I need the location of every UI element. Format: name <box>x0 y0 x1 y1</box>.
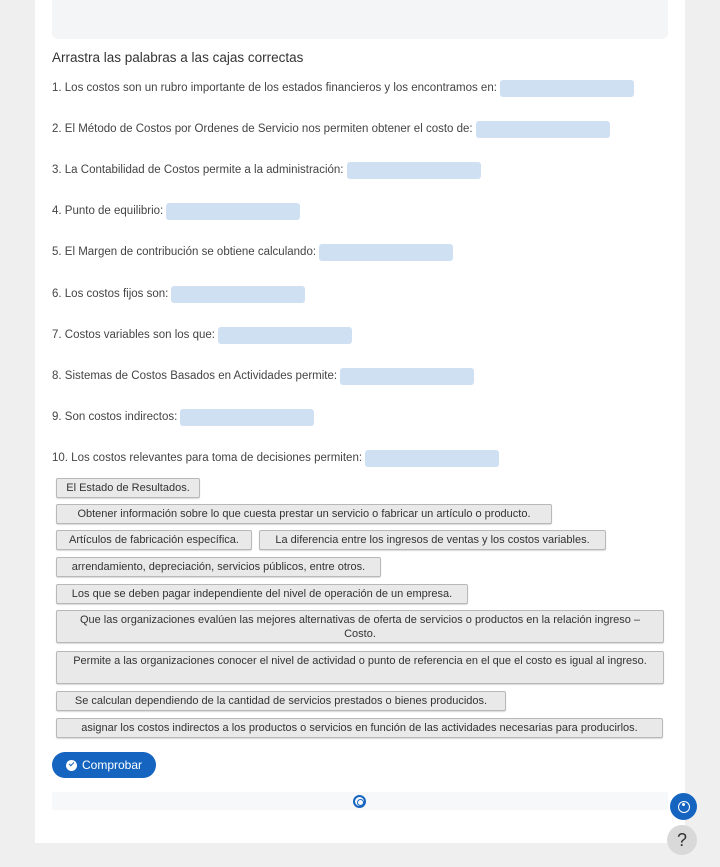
draggable-option[interactable]: Obtener información sobre lo que cuesta prestar un servicio o fabricar un artículo o producto. <box>56 504 552 524</box>
drop-zone-5[interactable] <box>319 244 453 261</box>
draggable-option[interactable]: arrendamiento, depreciación, servicios públicos, entre otros. <box>56 557 381 577</box>
drop-zone-7[interactable] <box>218 327 352 344</box>
question-9: 9. Son costos indirectos: <box>52 408 314 426</box>
question-4: 4. Punto de equilibrio: <box>52 202 300 220</box>
draggable-option[interactable]: asignar los costos indirectos a los productos o servicios en función de las actividades necesarias para producirlos. <box>56 718 663 738</box>
draggable-option[interactable]: Que las organizaciones evalúen las mejores alternativas de oferta de servicios o productos en la relación ingreso – Costo. <box>56 610 664 643</box>
top-panel <box>52 0 668 39</box>
question-8: 8. Sistemas de Costos Basados en Actividades permite: <box>52 367 474 385</box>
draggable-option[interactable]: Permite a las organizaciones conocer el nivel de actividad o punto de referencia en el que el costo es igual al ingreso. <box>56 651 664 684</box>
drop-zone-3[interactable] <box>347 162 481 179</box>
draggable-option[interactable]: El Estado de Resultados. <box>56 478 200 498</box>
draggable-option[interactable]: Los que se deben pagar independiente del nivel de operación de un empresa. <box>56 584 468 604</box>
loading-spinner-icon <box>353 795 366 808</box>
draggable-option[interactable]: Se calculan dependiendo de la cantidad de servicios prestados o bienes producidos. <box>56 691 506 711</box>
question-6: 6. Los costos fijos son: <box>52 285 305 303</box>
question-1: 1. Los costos son un rubro importante de los estados financieros y los encontramos en: <box>52 79 634 97</box>
drop-zone-6[interactable] <box>171 286 305 303</box>
question-2: 2. El Método de Costos por Ordenes de Servicio nos permiten obtener el costo de: <box>52 120 610 138</box>
draggable-option[interactable]: Artículos de fabricación específica. <box>56 530 252 550</box>
question-10: 10. Los costos relevantes para toma de decisiones permiten: <box>52 449 499 467</box>
accessibility-button[interactable] <box>670 793 697 820</box>
help-button[interactable]: ? <box>667 825 697 855</box>
check-button[interactable]: Comprobar <box>52 752 156 778</box>
drop-zone-4[interactable] <box>166 203 300 220</box>
check-circle-icon <box>66 760 77 771</box>
question-7: 7. Costos variables son los que: <box>52 326 352 344</box>
drop-zone-2[interactable] <box>476 121 610 138</box>
draggable-option[interactable]: La diferencia entre los ingresos de ventas y los costos variables. <box>259 530 606 550</box>
question-5: 5. El Margen de contribución se obtiene calculando: <box>52 243 453 261</box>
drop-zone-9[interactable] <box>180 409 314 426</box>
drop-zone-8[interactable] <box>340 368 474 385</box>
instructions: Arrastra las palabras a las cajas correctas <box>52 50 304 65</box>
drop-zone-10[interactable] <box>365 450 499 467</box>
question-3: 3. La Contabilidad de Costos permite a la administración: <box>52 161 481 179</box>
accessibility-icon <box>678 801 690 813</box>
drop-zone-1[interactable] <box>500 80 634 97</box>
